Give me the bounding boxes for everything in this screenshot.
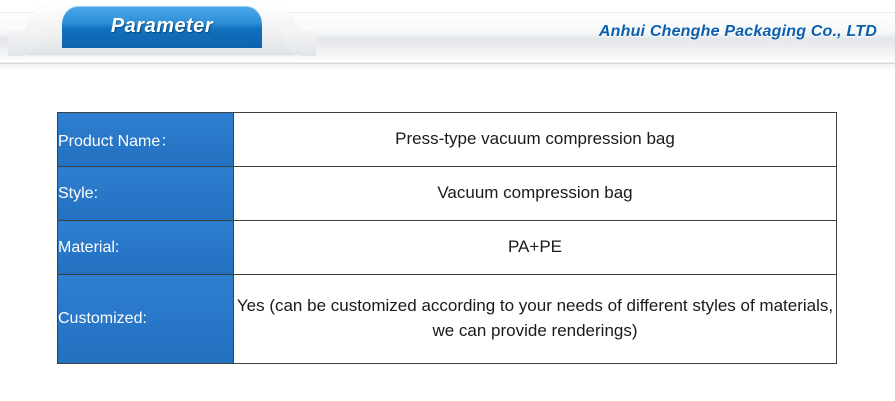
row-label: Product Name： xyxy=(58,113,234,167)
parameter-tab xyxy=(28,2,296,60)
row-value: PA+PE xyxy=(234,221,837,275)
specification-table xyxy=(57,112,837,364)
table-row xyxy=(58,221,837,275)
tab-blue-shape xyxy=(62,6,262,48)
row-label: Material: xyxy=(58,221,234,275)
row-value: Yes (can be customized according to your needs of different styles of materials, we can provide renderings) xyxy=(234,275,837,364)
table-row xyxy=(58,167,837,221)
page-header xyxy=(0,0,895,78)
row-label: Style: xyxy=(58,167,234,221)
company-name: Anhui Chenghe Packaging Co., LTD xyxy=(598,23,877,40)
table-row xyxy=(58,113,837,167)
table-row xyxy=(58,275,837,364)
row-label: Customized: xyxy=(58,275,234,364)
tab-label: Parameter xyxy=(110,15,214,37)
row-value: Vacuum compression bag xyxy=(234,167,837,221)
row-value: Press-type vacuum compression bag xyxy=(234,113,837,167)
